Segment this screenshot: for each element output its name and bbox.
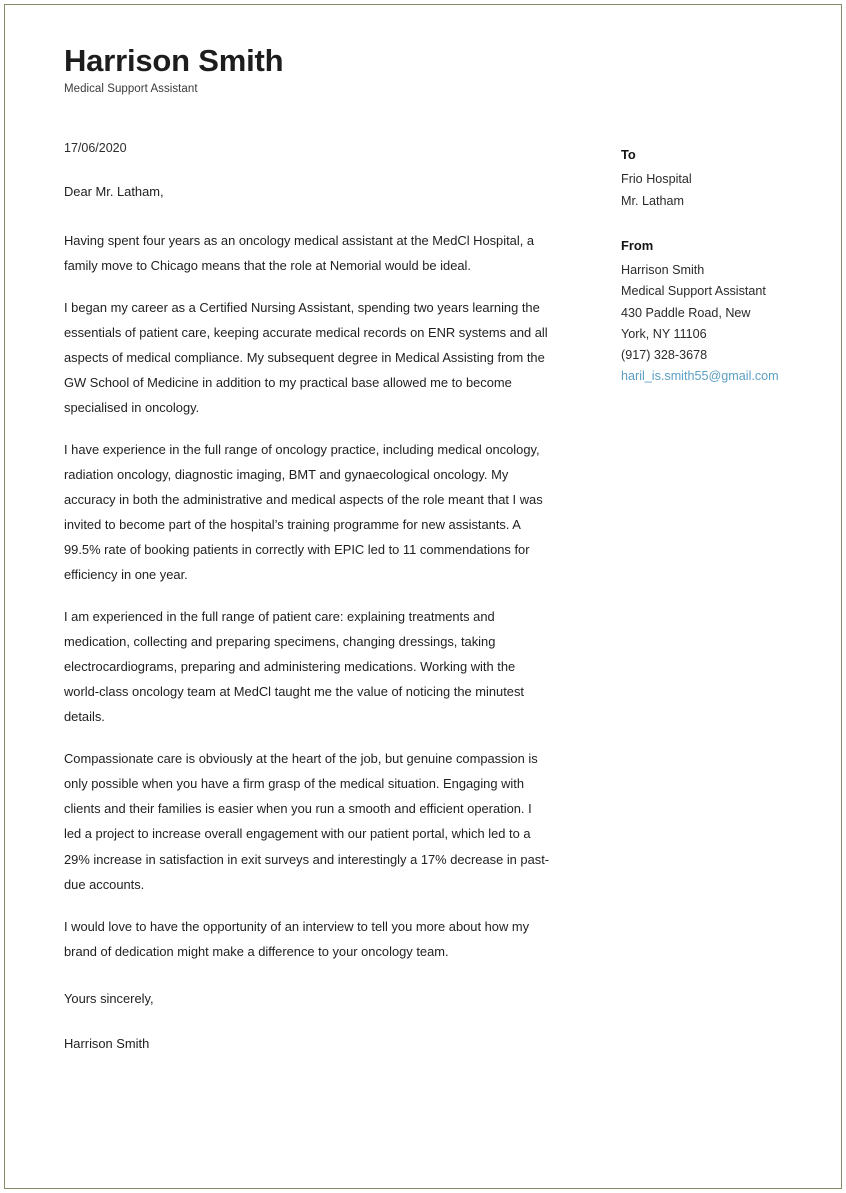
- letter-header: [64, 44, 794, 95]
- letter-paragraph: I am experienced in the full range of patient care: explaining treatments and medication, collecting and preparing specimens, changing dressings, taking electrocardiograms, preparing and administering medications. Working with the world-class oncology team at MedCl taught me the value of noticing the minutest details.: [64, 609, 525, 725]
- recipient-heading: To: [621, 146, 636, 162]
- sender-job-title: Medical Support Assistant: [621, 284, 766, 299]
- sender-name: Harrison Smith: [621, 263, 705, 278]
- letter-closing: Yours sincerely,: [64, 990, 154, 1006]
- recipient-organisation: Frio Hospital: [621, 172, 692, 187]
- letter-columns: [64, 139, 794, 1054]
- letter-date: 17/06/2020: [64, 140, 127, 155]
- letter-paragraph: I began my career as a Certified Nursing Assistant, spending two years learning the essentials of patient care, keeping accurate medical records on ENR systems and all aspects of medical compliance. My subsequent degree in Medical Assisting from the GW School of Medicine in addition to my practical base allowed me to become specialised in oncology.: [64, 299, 548, 416]
- recipient-block: [621, 145, 794, 212]
- letter-salutation: Dear Mr. Latham,: [64, 184, 164, 200]
- candidate-job-title: Medical Support Assistant: [64, 82, 198, 95]
- letter-paragraph: I have experience in the full range of oncology practice, including medical oncology, radiation oncology, diagnostic imaging, BMT and gynaecological oncology. My accuracy in both the administrative and medical aspects of the role meant that I was invited to become part of the hospital’s training programme for new assistants. A 99.5% rate of booking patients in correctly with EPIC led to 11 commendations for efficiency in one year.: [64, 442, 543, 583]
- sender-heading: From: [621, 237, 654, 253]
- letter-paragraph: Having spent four years as an oncology medical assistant at the MedCl Hospital, a family move to Chicago means that the role at Nemorial would be ideal.: [64, 232, 535, 273]
- recipient-name: Mr. Latham: [621, 193, 684, 208]
- sender-block: [621, 236, 794, 388]
- letter-body-column: [64, 139, 551, 1054]
- sender-address-line-1: 430 Paddle Road, New: [621, 305, 751, 320]
- candidate-name: Harrison Smith: [64, 43, 284, 78]
- sender-phone: (917) 328-3678: [621, 347, 708, 362]
- sender-email-link[interactable]: haril_is.smith55@gmail.com: [621, 369, 779, 384]
- letter-paragraph: Compassionate care is obviously at the heart of the job, but genuine compassion is only possible when you have a firm grasp of the medical situation. Engaging with clients and their families is easier when you run a smooth and efficient operation. I led a project to increase overall engagement with our patient portal, which led to a 29% increase in satisfaction in exit surveys and interestingly a 17% decrease in past-due accounts.: [64, 751, 550, 892]
- letter-sidebar-column: [551, 139, 794, 388]
- letter-paragraph: I would love to have the opportunity of an interview to tell you more about how my brand of dedication might make a difference to your oncology team.: [64, 918, 530, 959]
- sender-address-line-2: York, NY 11106: [621, 326, 707, 341]
- letter-signature: Harrison Smith: [64, 1036, 150, 1051]
